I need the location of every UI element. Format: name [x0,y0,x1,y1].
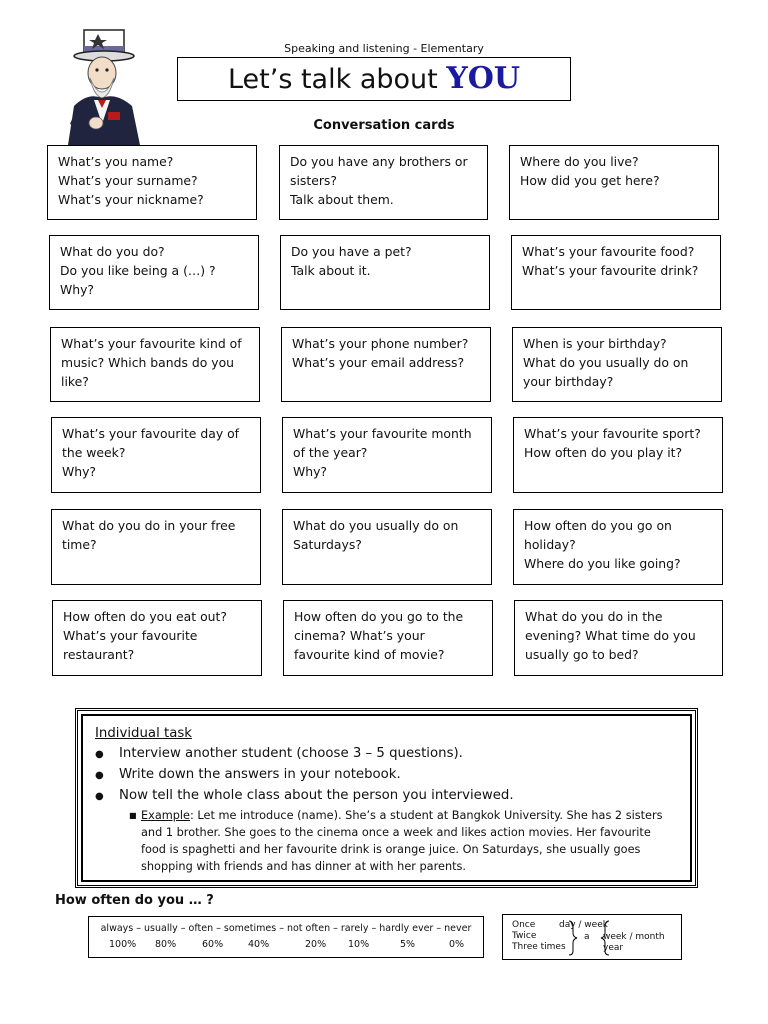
conversation-card: What’s your favourite day of the week? Why? [51,417,261,493]
bullet-icon: ● [95,791,104,802]
task-title: Individual task [95,726,192,741]
conversation-card: What’s your favourite month of the year? Why? [282,417,492,493]
conversation-card: What do you do in the evening? What time do you usually go to bed? [514,600,723,676]
count-label: Three times [512,942,566,952]
title-emphasis: YOU [446,61,521,96]
section-heading: Conversation cards [313,118,455,133]
title-box [177,57,571,101]
percent-label: 80% [155,939,177,950]
conversation-card: What do you do in your free time? [51,509,261,585]
individual-task-box [75,708,698,888]
count-column [512,920,566,953]
conversation-card: Where do you live? How did you get here? [509,145,719,220]
percent-label: 20% [305,939,327,950]
conversation-card: What’s your favourite food? What’s your favourite drink? [511,235,721,310]
task-bullet-text: Now tell the whole class about the person you interviewed. [119,788,514,803]
unit-large-label: year [603,943,624,953]
frequency-heading: How often do you … ? [55,893,214,908]
frequency-adverbs: always – usually – often – sometimes – not often – rarely – hardly ever – never [100,923,472,934]
conversation-card: How often do you go on holiday? Where do you like going? [513,509,723,585]
percent-label: 0% [449,939,465,950]
frequency-scale-box [88,916,484,958]
conversation-card: How often do you eat out? What’s your favourite restaurant? [52,600,262,676]
title-main: Let’s talk about [227,64,447,95]
unit-large-label: week / month [603,932,665,942]
bullet-icon: ● [95,770,104,781]
task-bullet [95,744,678,765]
example-label: Example [141,809,191,822]
percent-label: 40% [248,939,270,950]
conversation-card: When is your birthday? What do you usually do on your birthday? [512,327,722,402]
percent-label: 100% [109,939,137,950]
conversation-card: What’s your favourite kind of music? Which bands do you like? [50,327,260,402]
conversation-card: Do you have any brothers or sisters? Talk about them. [279,145,488,220]
percent-label: 5% [400,939,416,950]
count-label: Twice [512,931,537,941]
unit-small-label: day / week [559,920,608,930]
conversation-card: Do you have a pet? Talk about it. [280,235,490,310]
bullet-icon: ■ [129,811,137,820]
bullet-icon: ● [95,749,104,760]
example-paragraph [141,807,678,875]
task-bullet [95,786,678,807]
task-bullet-text: Interview another student (choose 3 – 5 questions). [119,746,463,761]
count-label: Once [512,920,536,930]
frequency-expressions-box [502,914,682,960]
individual-task-content [81,714,692,882]
unit-large-column [603,932,665,954]
conversation-card: What’s your phone number? What’s your email address? [281,327,491,402]
percent-label: 10% [348,939,370,950]
conversation-card: What do you usually do on Saturdays? [282,509,492,585]
worksheet-subtitle: Speaking and listening - Elementary [284,42,484,55]
example-text: : Let me introduce (name). She’s a student at Bangkok University. She has 2 sisters and 1 brother. She goes to the cinema once a week and likes action movies. Her favourite food is spaghetti and her favourite drink is orange juice. On Saturdays, she usually goes shopping with friends and has dinner at with her parents. [141,809,663,873]
percent-label: 60% [202,939,224,950]
connector-label: a [584,932,590,942]
task-bullet-text: Write down the answers in your notebook. [119,767,401,782]
conversation-card: What do you do? Do you like being a (…) ? Why? [49,235,259,310]
conversation-card: What’s your favourite sport? How often do you play it? [513,417,723,493]
task-bullet [95,765,678,786]
conversation-card: What’s you name? What’s your surname? What’s your nickname? [47,145,257,220]
conversation-card: How often do you go to the cinema? What’s your favourite kind of movie? [283,600,493,676]
example-row [129,807,678,875]
